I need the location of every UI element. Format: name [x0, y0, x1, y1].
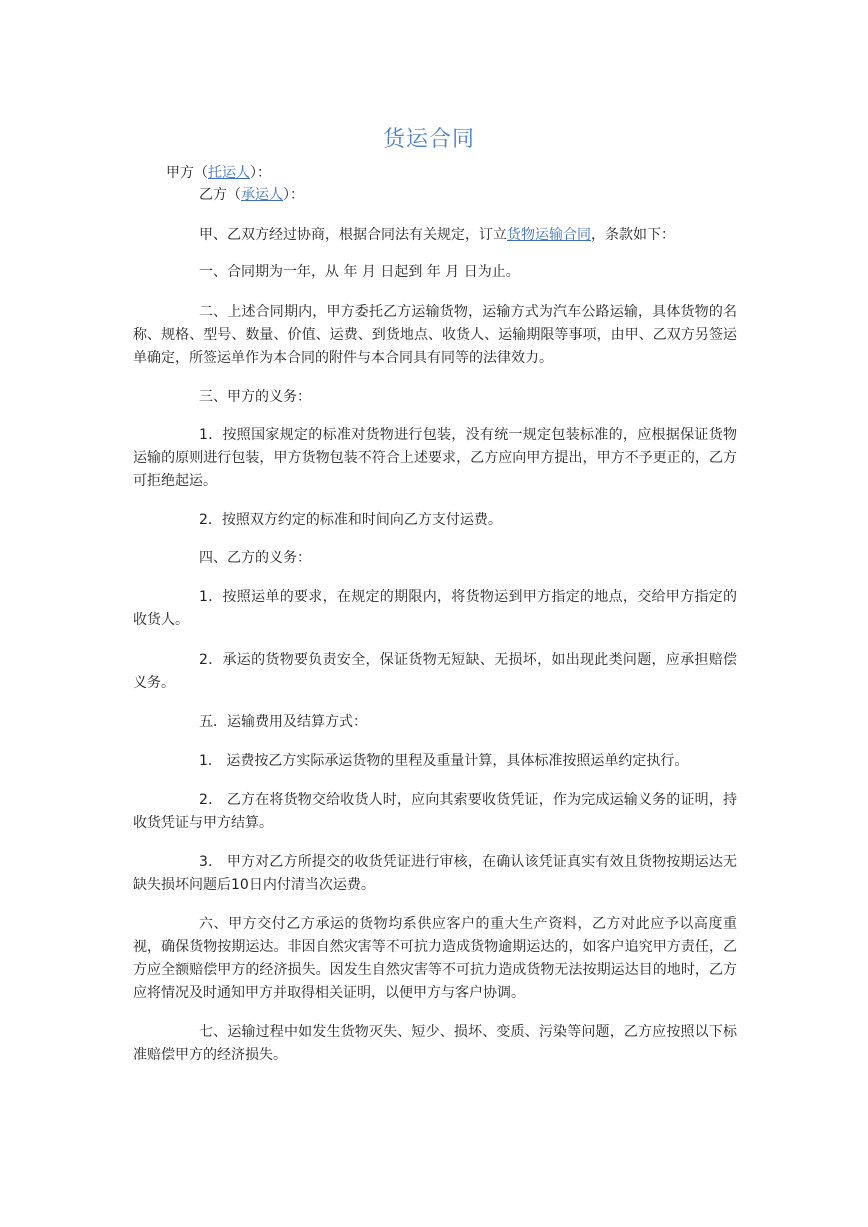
- intro-prefix: 甲、乙双方经过协商，根据合同法有关规定，订立: [199, 227, 507, 243]
- clause-paragraph: 五．运输费用及结算方式：: [199, 714, 367, 730]
- party-b-line: [199, 185, 304, 205]
- intro-line: [199, 225, 675, 245]
- party-b-prefix: 乙方（: [199, 187, 241, 203]
- party-a-line: [166, 163, 271, 183]
- clause-paragraph: 2． 乙方在将货物交给收货人时，应向其索要收货凭证，作为完成运输义务的证明，持收货凭证与甲方结算。: [133, 792, 737, 831]
- clause-paragraph: 2．按照双方约定的标准和时间向乙方支付运费。: [199, 512, 502, 528]
- intro-suffix: ，条款如下：: [591, 227, 675, 243]
- party-a-prefix: 甲方（: [166, 165, 208, 181]
- clause-paragraph: 七、运输过程中如发生货物灭失、短少、损坏、变质、污染等问题，乙方应按照以下标准赔偿甲方的经济损失。: [133, 1024, 737, 1063]
- clause-paragraph: 1．按照国家规定的标准对货物进行包装，没有统一规定包装标准的，应根据保证货物运输的原则进行包装，甲方货物包装不符合上述要求，乙方应向甲方提出，甲方不予更正的，乙方可拒绝起运。: [133, 427, 737, 489]
- party-a-suffix: ）：: [250, 165, 271, 181]
- clause-paragraph: 三、甲方的义务：: [199, 389, 311, 405]
- clause-paragraph: 四、乙方的义务：: [199, 550, 311, 566]
- clause-paragraph: 一、合同期为一年，从 年 月 日起到 年 月 日为止。: [199, 264, 520, 280]
- clause-paragraph: 2．承运的货物要负责安全，保证货物无短缺、无损坏，如出现此类问题，应承担赔偿义务。: [133, 652, 737, 691]
- clause-paragraph: 六、甲方交付乙方承运的货物均系供应客户的重大生产资料，乙方对此应予以高度重视，确保货物按期运达。非因自然灾害等不可抗力造成货物逾期运达的，如客户追究甲方责任，乙方应全额赔偿甲方的经济损失。因发生自然灾害等不可抗力造成货物无法按期运达目的地时，乙方应将情况及时通知甲方并取得相关证明，以便甲方与客户协调。: [133, 916, 737, 1001]
- intro-link[interactable]: 货物运输合同: [507, 227, 591, 243]
- clause-paragraph: 1．按照运单的要求，在规定的期限内，将货物运到甲方指定的地点，交给甲方指定的收货人。: [133, 589, 737, 628]
- party-b-link[interactable]: 承运人: [241, 187, 283, 203]
- clause-paragraph: 1． 运费按乙方实际承运货物的里程及重量计算，具体标准按照运单约定执行。: [199, 753, 689, 769]
- party-a-link[interactable]: 托运人: [208, 165, 250, 181]
- clause-paragraph: 3． 甲方对乙方所提交的收货凭证进行审核，在确认该凭证真实有效且货物按期运达无缺失损坏问题后10日内付清当次运费。: [133, 854, 737, 893]
- document-title: 货运合同: [382, 127, 475, 152]
- clause-paragraph: 二、上述合同期内，甲方委托乙方运输货物，运输方式为汽车公路运输，具体货物的名称、规格、型号、数量、价值、运费、到货地点、收货人、运输期限等事项，由甲、乙双方另签运单确定，所签运单作为本合同的附件与本合同具有同等的法律效力。: [133, 304, 737, 366]
- party-b-suffix: ）：: [283, 187, 304, 203]
